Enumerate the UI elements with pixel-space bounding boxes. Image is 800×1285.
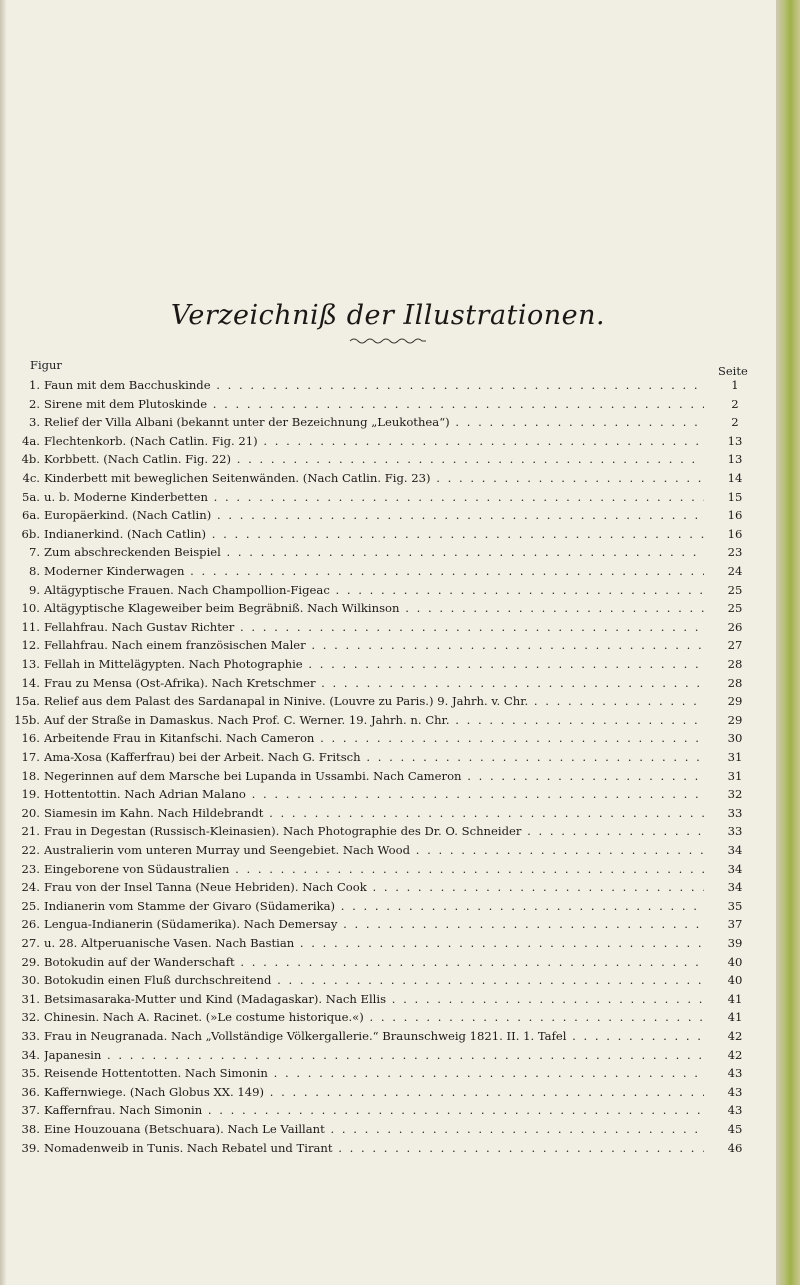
figure-caption: Altägyptische Frauen. Nach Champollion-Figeac . . . bbox=[44, 581, 704, 599]
list-item bbox=[0, 543, 776, 561]
figure-number: 26. bbox=[21, 917, 40, 932]
figure-number: 15a. bbox=[14, 694, 40, 709]
figure-caption: Korbbett. (Nach Catlin. Fig. 22) . . . bbox=[44, 450, 704, 468]
list-item bbox=[0, 674, 776, 692]
page-number: 28 bbox=[727, 657, 743, 671]
list-item bbox=[0, 636, 776, 654]
figure-number: 13. bbox=[21, 657, 40, 671]
list-item bbox=[0, 655, 776, 673]
figure-caption: Betsimasaraka-Mutter und Kind (Madagaskar). Nach Ellis . . . bbox=[44, 990, 704, 1008]
figure-caption: Ama-Xosa (Kafferfrau) bei der Arbeit. Nach G. Fritsch . . . bbox=[44, 748, 704, 766]
figure-number: 8. bbox=[28, 564, 40, 578]
list-item bbox=[0, 395, 776, 413]
list-item bbox=[0, 413, 776, 431]
list-item bbox=[0, 748, 776, 766]
list-item bbox=[0, 878, 776, 896]
list-item bbox=[0, 860, 776, 878]
list-item bbox=[0, 1046, 776, 1064]
page-number: 24 bbox=[727, 564, 743, 578]
page-number: 35 bbox=[727, 898, 743, 913]
page-number: 41 bbox=[727, 991, 743, 1006]
book-edge bbox=[776, 0, 800, 1285]
figure-number: 4a. bbox=[22, 433, 40, 448]
page-number: 42 bbox=[727, 1047, 743, 1062]
list-item bbox=[0, 1120, 776, 1138]
figure-number: 11. bbox=[21, 619, 40, 634]
column-header-seite: Seite bbox=[718, 364, 748, 378]
figure-caption: Fellah in Mittelägypten. Nach Photographie . . . bbox=[44, 655, 704, 673]
page-number: 2 bbox=[731, 396, 739, 411]
figure-number: 7. bbox=[28, 545, 40, 560]
figure-caption: Reisende Hottentotten. Nach Simonin . . . bbox=[44, 1064, 704, 1082]
figure-number: 25. bbox=[21, 898, 40, 913]
list-item bbox=[0, 767, 776, 785]
figure-caption: Fellahfrau. Nach einem französischen Maler . . . bbox=[44, 636, 704, 654]
list-item bbox=[0, 1083, 776, 1101]
figure-number: 2. bbox=[28, 396, 40, 411]
page-number: 25 bbox=[727, 601, 743, 616]
page-number: 34 bbox=[727, 880, 743, 895]
figure-caption: Negerinnen auf dem Marsche bei Lupanda in Ussambi. Nach Cameron . . . bbox=[44, 767, 704, 785]
figure-caption: Moderner Kinderwagen . . . bbox=[44, 562, 704, 580]
page-number: 46 bbox=[727, 1140, 743, 1155]
page-number: 41 bbox=[727, 1010, 743, 1025]
list-item bbox=[0, 897, 776, 915]
page-number: 16 bbox=[727, 508, 743, 523]
page-number: 25 bbox=[727, 582, 743, 597]
page-number: 32 bbox=[727, 787, 743, 802]
list-item bbox=[0, 506, 776, 524]
figure-caption: Arbeitende Frau in Kitanfschi. Nach Cameron . . . bbox=[44, 729, 704, 747]
list-item bbox=[0, 581, 776, 599]
figure-number: 3. bbox=[28, 415, 40, 430]
figure-number: 17. bbox=[21, 750, 40, 764]
figure-number: 30. bbox=[21, 973, 40, 988]
figure-caption: Eingeborene von Südaustralien . . . bbox=[44, 860, 704, 878]
figure-caption: Kaffernwiege. (Nach Globus XX. 149) . . . bbox=[44, 1083, 704, 1101]
figure-number: 9. bbox=[28, 582, 40, 597]
figure-caption: Sirene mit dem Plutoskinde . . . bbox=[44, 395, 704, 413]
page-number: 43 bbox=[727, 1084, 743, 1099]
figure-caption: Botokudin auf der Wanderschaft . . . bbox=[44, 953, 704, 971]
figure-caption: Australierin vom unteren Murray und Seengebiet. Nach Wood . . . bbox=[44, 841, 704, 859]
page-number: 34 bbox=[727, 861, 743, 876]
figure-caption: Flechtenkorb. (Nach Catlin. Fig. 21) . . . bbox=[44, 432, 704, 450]
page-number: 16 bbox=[727, 526, 743, 541]
list-item bbox=[0, 971, 776, 989]
figure-number: 1. bbox=[28, 378, 40, 392]
page-number: 45 bbox=[727, 1122, 743, 1136]
figure-caption: Auf der Straße in Damaskus. Nach Prof. C. Werner. 19. Jahrh. n. Chr. . . . bbox=[44, 711, 704, 729]
list-item bbox=[0, 804, 776, 822]
figure-caption: Kinderbett mit beweglichen Seitenwänden. (Nach Catlin. Fig. 23) . . . bbox=[44, 469, 704, 487]
figure-number: 10. bbox=[21, 601, 40, 616]
figure-number: 19. bbox=[21, 787, 40, 802]
figure-number: 36. bbox=[21, 1084, 40, 1099]
figure-number: 4c. bbox=[22, 471, 40, 485]
figure-caption: Chinesin. Nach A. Racinet. (»Le costume historique.«) . . . bbox=[44, 1008, 704, 1026]
list-item bbox=[0, 1139, 776, 1157]
list-item bbox=[0, 1008, 776, 1026]
figure-caption: Altägyptische Klageweiber beim Begräbniß. Nach Wilkinson . . . bbox=[44, 599, 704, 617]
figure-number: 34. bbox=[21, 1047, 40, 1062]
figure-number: 22. bbox=[21, 843, 40, 857]
figure-caption: Indianerin vom Stamme der Givaro (Südamerika) . . . bbox=[44, 897, 704, 915]
figure-number: 14. bbox=[21, 675, 40, 690]
page-number: 39 bbox=[727, 936, 743, 950]
list-item bbox=[0, 822, 776, 840]
ornament-flourish bbox=[348, 336, 428, 346]
column-header-figur: Figur bbox=[30, 358, 62, 372]
list-item bbox=[0, 525, 776, 543]
figure-caption: Lengua-Indianerin (Südamerika). Nach Demersay . . . bbox=[44, 915, 704, 933]
figure-caption: Indianerkind. (Nach Catlin) . . . bbox=[44, 525, 704, 543]
figure-caption: Eine Houzouana (Betschuara). Nach Le Vaillant . . . bbox=[44, 1120, 704, 1138]
list-item bbox=[0, 1064, 776, 1082]
page-number: 29 bbox=[727, 694, 743, 709]
figure-number: 35. bbox=[21, 1066, 40, 1081]
figure-caption: u. 28. Altperuanische Vasen. Nach Bastian . . . bbox=[44, 934, 704, 952]
figure-number: 15b. bbox=[14, 712, 40, 727]
list-item bbox=[0, 488, 776, 506]
page-number: 13 bbox=[727, 433, 743, 448]
list-item bbox=[0, 599, 776, 617]
page-number: 14 bbox=[727, 471, 743, 485]
list-item bbox=[0, 915, 776, 933]
list-item bbox=[0, 785, 776, 803]
figure-caption: u. b. Moderne Kinderbetten . . . bbox=[44, 488, 704, 506]
figure-caption: Zum abschreckenden Beispiel . . . bbox=[44, 543, 704, 561]
page-number: 26 bbox=[727, 619, 743, 634]
figure-number: 33. bbox=[21, 1029, 40, 1043]
figure-number: 24. bbox=[21, 880, 40, 895]
list-item bbox=[0, 711, 776, 729]
figure-caption: Botokudin einen Fluß durchschreitend . . . bbox=[44, 971, 704, 989]
figure-number: 32. bbox=[21, 1010, 40, 1025]
figure-caption: Europäerkind. (Nach Catlin) . . . bbox=[44, 506, 704, 524]
list-item bbox=[0, 1027, 776, 1045]
figure-caption: Fellahfrau. Nach Gustav Richter . . . bbox=[44, 618, 704, 636]
page-number: 37 bbox=[727, 917, 743, 932]
figure-caption: Siamesin im Kahn. Nach Hildebrandt . . . bbox=[44, 804, 704, 822]
figure-caption: Frau in Neugranada. Nach „Vollständige Völkergallerie.“ Braunschweig 1821. II. 1. Tafel . . . bbox=[44, 1027, 704, 1045]
figure-number: 31. bbox=[21, 991, 40, 1006]
page-number: 43 bbox=[727, 1103, 743, 1118]
figure-number: 37. bbox=[21, 1103, 40, 1118]
figure-number: 39. bbox=[21, 1140, 40, 1155]
figure-caption: Faun mit dem Bacchuskinde . . . bbox=[44, 376, 704, 394]
list-item bbox=[0, 376, 776, 394]
page-number: 28 bbox=[727, 675, 743, 690]
figure-number: 12. bbox=[21, 638, 40, 653]
figure-number: 5a. bbox=[22, 489, 40, 504]
figure-number: 20. bbox=[21, 805, 40, 820]
page-number: 13 bbox=[727, 452, 743, 467]
page-number: 42 bbox=[727, 1029, 743, 1043]
page-number: 15 bbox=[727, 489, 743, 504]
figure-caption: Frau in Degestan (Russisch-Kleinasien). Nach Photographie des Dr. O. Schneider . . . bbox=[44, 822, 704, 840]
figure-number: 4b. bbox=[21, 452, 40, 467]
list-item bbox=[0, 692, 776, 710]
figure-number: 6b. bbox=[21, 526, 40, 541]
page-number: 33 bbox=[727, 805, 743, 820]
list-item bbox=[0, 469, 776, 487]
list-item bbox=[0, 432, 776, 450]
list-item bbox=[0, 990, 776, 1008]
figure-caption: Hottentottin. Nach Adrian Malano . . . bbox=[44, 785, 704, 803]
page-number: 43 bbox=[727, 1066, 743, 1081]
figure-number: 21. bbox=[21, 824, 40, 839]
page-number: 33 bbox=[727, 824, 743, 839]
figure-caption: Relief aus dem Palast des Sardanapal in Ninive. (Louvre zu Paris.) 9. Jahrh. v. Chr. . . . bbox=[44, 692, 704, 710]
figure-caption: Kaffernfrau. Nach Simonin . . . bbox=[44, 1101, 704, 1119]
page-number: 29 bbox=[727, 712, 743, 727]
page-title: Verzeichniß der Illustrationen. bbox=[170, 300, 606, 331]
page-number: 30 bbox=[727, 731, 743, 746]
page-number: 34 bbox=[727, 843, 743, 857]
page-number: 2 bbox=[731, 415, 739, 430]
figure-caption: Nomadenweib in Tunis. Nach Rebatel und Tirant . . . bbox=[44, 1139, 704, 1157]
figure-number: 18. bbox=[21, 768, 40, 783]
page-number: 1 bbox=[731, 378, 739, 392]
figure-number: 6a. bbox=[22, 508, 40, 523]
page-number: 31 bbox=[727, 750, 743, 764]
figure-number: 16. bbox=[21, 731, 40, 746]
figure-caption: Japanesin . . . bbox=[44, 1046, 704, 1064]
figure-number: 27. bbox=[21, 936, 40, 950]
figure-number: 23. bbox=[21, 861, 40, 876]
figure-caption: Frau zu Mensa (Ost-Afrika). Nach Kretschmer . . . bbox=[44, 674, 704, 692]
page-number: 23 bbox=[727, 545, 743, 560]
list-item bbox=[0, 562, 776, 580]
list-item bbox=[0, 1101, 776, 1119]
page-number: 27 bbox=[727, 638, 743, 653]
figure-caption: Relief der Villa Albani (bekannt unter der Bezeichnung „Leukothea“) . . . bbox=[44, 413, 704, 431]
list-item bbox=[0, 841, 776, 859]
figure-number: 38. bbox=[21, 1122, 40, 1136]
list-item bbox=[0, 450, 776, 468]
list-item bbox=[0, 729, 776, 747]
list-item bbox=[0, 934, 776, 952]
page-number: 40 bbox=[727, 954, 743, 969]
page-number: 40 bbox=[727, 973, 743, 988]
list-item bbox=[0, 953, 776, 971]
list-item bbox=[0, 618, 776, 636]
page-number: 31 bbox=[727, 768, 743, 783]
figure-caption: Frau von der Insel Tanna (Neue Hebriden). Nach Cook . . . bbox=[44, 878, 704, 896]
figure-number: 29. bbox=[21, 954, 40, 969]
